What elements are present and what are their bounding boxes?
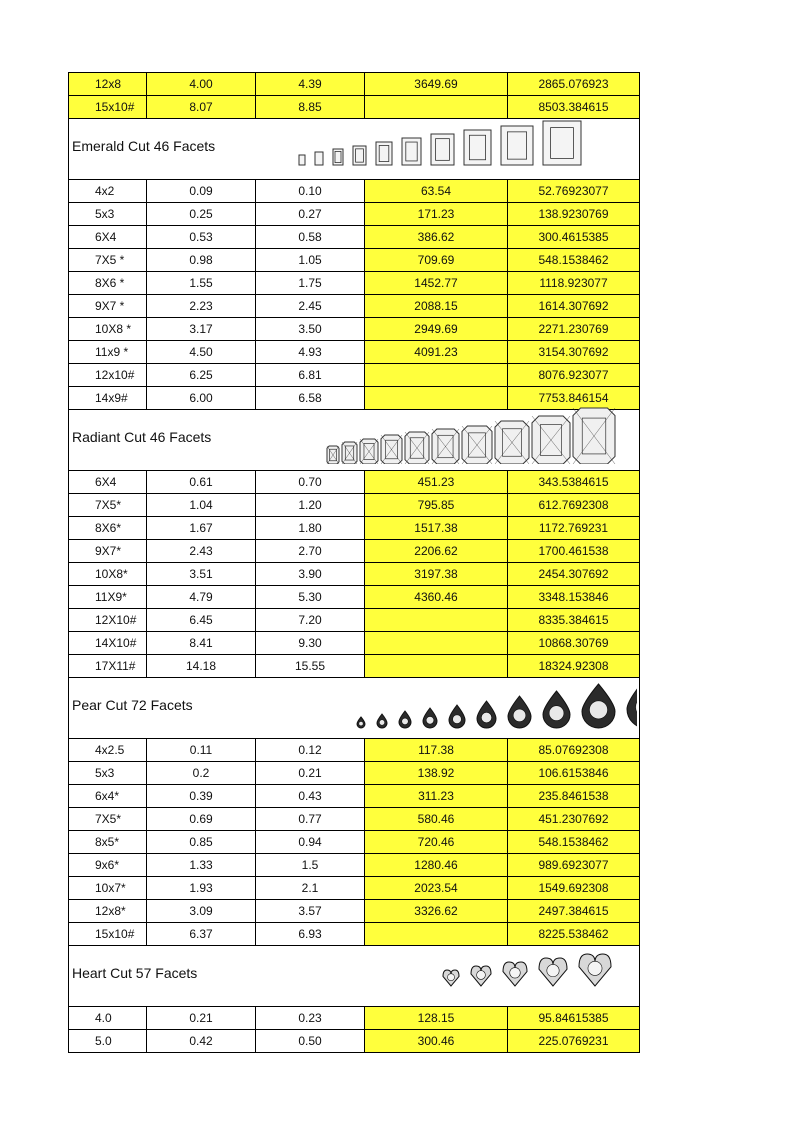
price-cell: 3649.69 — [365, 73, 508, 96]
weight-max-cell: 0.23 — [256, 1007, 365, 1030]
emerald-gem-icon — [464, 130, 491, 165]
size-cell: 4x2.5 — [69, 739, 147, 762]
price-cell: 3326.62 — [365, 900, 508, 923]
size-cell: 12x10# — [69, 364, 147, 387]
emerald-gem-icon — [376, 142, 392, 165]
table-row — [69, 854, 640, 877]
price-cell: 3197.38 — [365, 563, 508, 586]
size-cell: 14X10# — [69, 632, 147, 655]
emerald-gem-icon — [353, 146, 366, 165]
weight-cell: 0.61 — [147, 471, 256, 494]
heart-gem-icon — [579, 954, 611, 986]
price-alt-cell: 8335.384615 — [508, 609, 640, 632]
radiant-gem-icon — [342, 442, 357, 464]
emerald-gem-icon — [315, 152, 323, 165]
weight-cell: 0.09 — [147, 180, 256, 203]
heart-gem-icon — [503, 962, 527, 986]
weight-cell: 6.00 — [147, 387, 256, 410]
size-cell: 6X4 — [69, 471, 147, 494]
price-alt-cell: 612.7692308 — [508, 494, 640, 517]
weight-max-cell: 1.75 — [256, 272, 365, 295]
weight-cell: 0.21 — [147, 1007, 256, 1030]
weight-max-cell: 3.57 — [256, 900, 365, 923]
section-header — [69, 119, 640, 180]
size-cell: 7X5* — [69, 808, 147, 831]
pear-gem-icon — [423, 708, 437, 728]
price-alt-cell: 106.6153846 — [508, 762, 640, 785]
section-header — [69, 678, 640, 739]
weight-cell: 14.18 — [147, 655, 256, 678]
size-cell: 4.0 — [69, 1007, 147, 1030]
price-alt-cell: 8076.923077 — [508, 364, 640, 387]
emerald-gem-icon — [333, 149, 343, 165]
size-cell: 4x2 — [69, 180, 147, 203]
weight-cell: 1.67 — [147, 517, 256, 540]
weight-cell: 8.41 — [147, 632, 256, 655]
pear-gem-icon — [627, 678, 637, 728]
weight-cell: 0.39 — [147, 785, 256, 808]
weight-max-cell: 3.50 — [256, 318, 365, 341]
size-cell: 11X9* — [69, 586, 147, 609]
table-row — [69, 1007, 640, 1030]
price-alt-cell: 1700.461538 — [508, 540, 640, 563]
heart-gem-icon — [539, 958, 567, 986]
section-title: Emerald Cut 46 Facets — [72, 138, 216, 154]
weight-max-cell: 0.70 — [256, 471, 365, 494]
price-cell: 720.46 — [365, 831, 508, 854]
weight-max-cell: 0.21 — [256, 762, 365, 785]
section-title: Pear Cut 72 Facets — [72, 697, 193, 713]
table-row — [69, 739, 640, 762]
price-alt-cell: 235.8461538 — [508, 785, 640, 808]
emerald-gem-icon — [402, 138, 421, 165]
weight-max-cell: 0.10 — [256, 180, 365, 203]
radiant-gem-icon — [405, 432, 429, 464]
size-cell: 14x9# — [69, 387, 147, 410]
pear-gem-icon — [399, 711, 411, 728]
price-alt-cell: 3154.307692 — [508, 341, 640, 364]
weight-cell: 0.11 — [147, 739, 256, 762]
price-cell: 2206.62 — [365, 540, 508, 563]
pear-cut-gem-icons — [355, 674, 637, 732]
weight-max-cell: 0.12 — [256, 739, 365, 762]
table-row — [69, 180, 640, 203]
pear-gem-icon — [508, 696, 531, 728]
weight-cell: 1.33 — [147, 854, 256, 877]
weight-cell: 0.69 — [147, 808, 256, 831]
price-alt-cell: 548.1538462 — [508, 249, 640, 272]
weight-cell: 4.79 — [147, 586, 256, 609]
weight-max-cell: 2.1 — [256, 877, 365, 900]
radiant-gem-icon — [360, 439, 378, 464]
table-row — [69, 586, 640, 609]
price-cell: 128.15 — [365, 1007, 508, 1030]
weight-max-cell: 6.93 — [256, 923, 365, 946]
size-cell: 8X6* — [69, 517, 147, 540]
price-alt-cell: 95.84615385 — [508, 1007, 640, 1030]
size-cell: 10X8* — [69, 563, 147, 586]
weight-max-cell: 1.20 — [256, 494, 365, 517]
radiant-gem-icon — [532, 416, 570, 464]
size-cell: 10x7* — [69, 877, 147, 900]
price-alt-cell: 138.9230769 — [508, 203, 640, 226]
price-cell: 1280.46 — [365, 854, 508, 877]
price-alt-cell: 1118.923077 — [508, 272, 640, 295]
weight-cell: 3.51 — [147, 563, 256, 586]
weight-max-cell: 0.94 — [256, 831, 365, 854]
price-alt-cell: 85.07692308 — [508, 739, 640, 762]
price-cell: 580.46 — [365, 808, 508, 831]
weight-max-cell: 15.55 — [256, 655, 365, 678]
weight-cell: 0.98 — [147, 249, 256, 272]
table-row — [69, 517, 640, 540]
price-cell: 709.69 — [365, 249, 508, 272]
table-row — [69, 249, 640, 272]
price-alt-cell: 2865.076923 — [508, 73, 640, 96]
radiant-cut-gem-icons — [325, 406, 637, 464]
size-cell: 7X5* — [69, 494, 147, 517]
heart-gem-icon — [443, 970, 459, 986]
weight-cell: 0.85 — [147, 831, 256, 854]
size-cell: 9X7 * — [69, 295, 147, 318]
price-alt-cell: 2497.384615 — [508, 900, 640, 923]
table-row — [69, 900, 640, 923]
weight-max-cell: 4.93 — [256, 341, 365, 364]
weight-max-cell: 3.90 — [256, 563, 365, 586]
table-row — [69, 762, 640, 785]
pear-gem-icon — [582, 684, 615, 728]
weight-max-cell: 1.5 — [256, 854, 365, 877]
size-cell: 11x9 * — [69, 341, 147, 364]
weight-cell: 1.55 — [147, 272, 256, 295]
size-cell: 7X5 * — [69, 249, 147, 272]
radiant-gem-icon — [327, 446, 339, 464]
table-row — [69, 785, 640, 808]
table-row — [69, 609, 640, 632]
table-row — [69, 295, 640, 318]
price-alt-cell: 343.5384615 — [508, 471, 640, 494]
price-cell — [365, 632, 508, 655]
price-cell: 311.23 — [365, 785, 508, 808]
price-alt-cell: 300.4615385 — [508, 226, 640, 249]
emerald-gem-icon — [543, 121, 581, 165]
table-row — [69, 73, 640, 96]
table-row — [69, 1030, 640, 1053]
size-cell: 12x8* — [69, 900, 147, 923]
table-row — [69, 364, 640, 387]
price-alt-cell: 3348.153846 — [508, 586, 640, 609]
weight-max-cell: 0.77 — [256, 808, 365, 831]
price-cell: 117.38 — [365, 739, 508, 762]
table-row — [69, 831, 640, 854]
price-cell: 4360.46 — [365, 586, 508, 609]
size-cell: 5.0 — [69, 1030, 147, 1053]
emerald-gem-icon — [431, 134, 454, 165]
section-title: Heart Cut 57 Facets — [72, 965, 198, 981]
price-cell: 795.85 — [365, 494, 508, 517]
weight-cell: 2.23 — [147, 295, 256, 318]
emerald-gem-icon — [501, 126, 533, 165]
weight-max-cell: 7.20 — [256, 609, 365, 632]
size-cell: 9X7* — [69, 540, 147, 563]
size-cell: 5x3 — [69, 203, 147, 226]
price-cell: 171.23 — [365, 203, 508, 226]
size-cell: 17X11# — [69, 655, 147, 678]
weight-max-cell: 2.45 — [256, 295, 365, 318]
price-cell: 1452.77 — [365, 272, 508, 295]
table-row — [69, 494, 640, 517]
table-row — [69, 632, 640, 655]
size-cell: 8x5* — [69, 831, 147, 854]
price-cell: 386.62 — [365, 226, 508, 249]
size-cell: 5x3 — [69, 762, 147, 785]
price-cell — [365, 364, 508, 387]
table-row — [69, 341, 640, 364]
price-alt-cell: 2271.230769 — [508, 318, 640, 341]
weight-cell: 4.50 — [147, 341, 256, 364]
weight-max-cell: 1.80 — [256, 517, 365, 540]
table-row — [69, 540, 640, 563]
weight-cell: 0.53 — [147, 226, 256, 249]
weight-cell: 8.07 — [147, 96, 256, 119]
section-title: Radiant Cut 46 Facets — [72, 429, 212, 445]
weight-cell: 3.17 — [147, 318, 256, 341]
radiant-gem-icon — [462, 426, 492, 464]
weight-max-cell: 0.43 — [256, 785, 365, 808]
weight-max-cell: 6.58 — [256, 387, 365, 410]
weight-cell: 3.09 — [147, 900, 256, 923]
emerald-cut-gem-icons — [297, 115, 637, 173]
heart-gem-icon — [471, 966, 491, 986]
weight-max-cell: 0.27 — [256, 203, 365, 226]
weight-max-cell: 4.39 — [256, 73, 365, 96]
pear-gem-icon — [543, 691, 570, 728]
table-row — [69, 272, 640, 295]
section-header — [69, 946, 640, 1007]
price-alt-cell: 1549.692308 — [508, 877, 640, 900]
price-alt-cell: 451.2307692 — [508, 808, 640, 831]
table-row — [69, 318, 640, 341]
table-row — [69, 226, 640, 249]
weight-cell: 6.37 — [147, 923, 256, 946]
price-cell: 138.92 — [365, 762, 508, 785]
weight-cell: 1.04 — [147, 494, 256, 517]
size-cell: 8X6 * — [69, 272, 147, 295]
weight-cell: 6.25 — [147, 364, 256, 387]
size-cell: 12x8 — [69, 73, 147, 96]
weight-cell: 1.93 — [147, 877, 256, 900]
weight-cell: 4.00 — [147, 73, 256, 96]
price-cell: 300.46 — [365, 1030, 508, 1053]
weight-cell: 0.25 — [147, 203, 256, 226]
weight-max-cell: 0.50 — [256, 1030, 365, 1053]
size-cell: 15x10# — [69, 923, 147, 946]
pear-gem-icon — [357, 717, 365, 728]
price-alt-cell: 225.0769231 — [508, 1030, 640, 1053]
price-alt-cell: 7753.846154 — [508, 387, 640, 410]
heart-cut-gem-icons — [441, 942, 637, 1000]
weight-max-cell: 5.30 — [256, 586, 365, 609]
radiant-gem-icon — [495, 421, 529, 464]
price-cell: 451.23 — [365, 471, 508, 494]
price-alt-cell: 548.1538462 — [508, 831, 640, 854]
weight-max-cell: 1.05 — [256, 249, 365, 272]
price-alt-cell: 52.76923077 — [508, 180, 640, 203]
weight-max-cell: 0.58 — [256, 226, 365, 249]
size-cell: 6X4 — [69, 226, 147, 249]
price-alt-cell: 8503.384615 — [508, 96, 640, 119]
price-cell: 4091.23 — [365, 341, 508, 364]
price-cell: 2023.54 — [365, 877, 508, 900]
price-cell: 2088.15 — [365, 295, 508, 318]
weight-cell: 2.43 — [147, 540, 256, 563]
price-alt-cell: 1172.769231 — [508, 517, 640, 540]
price-cell — [365, 609, 508, 632]
table-row — [69, 203, 640, 226]
price-cell: 2949.69 — [365, 318, 508, 341]
table-row — [69, 808, 640, 831]
weight-max-cell: 6.81 — [256, 364, 365, 387]
size-cell: 12X10# — [69, 609, 147, 632]
weight-cell: 6.45 — [147, 609, 256, 632]
size-cell: 10X8 * — [69, 318, 147, 341]
section-header — [69, 410, 640, 471]
size-cell: 9x6* — [69, 854, 147, 877]
weight-cell: 0.2 — [147, 762, 256, 785]
price-table — [68, 72, 639, 1053]
radiant-gem-icon — [432, 429, 459, 464]
size-cell: 15x10# — [69, 96, 147, 119]
price-cell: 63.54 — [365, 180, 508, 203]
pear-gem-icon — [449, 705, 465, 728]
price-alt-cell: 1614.307692 — [508, 295, 640, 318]
emerald-gem-icon — [299, 155, 305, 165]
price-alt-cell: 2454.307692 — [508, 563, 640, 586]
price-cell: 1517.38 — [365, 517, 508, 540]
radiant-gem-icon — [381, 435, 402, 464]
pear-gem-icon — [477, 701, 496, 728]
price-alt-cell: 10868.30769 — [508, 632, 640, 655]
price-alt-cell: 989.6923077 — [508, 854, 640, 877]
size-cell: 6x4* — [69, 785, 147, 808]
radiant-gem-icon — [573, 408, 615, 464]
weight-cell: 0.42 — [147, 1030, 256, 1053]
weight-max-cell: 9.30 — [256, 632, 365, 655]
weight-max-cell: 8.85 — [256, 96, 365, 119]
weight-max-cell: 2.70 — [256, 540, 365, 563]
price-alt-cell: 8225.538462 — [508, 923, 640, 946]
table-row — [69, 563, 640, 586]
table-row — [69, 471, 640, 494]
table-row — [69, 877, 640, 900]
pear-gem-icon — [377, 714, 387, 728]
price-alt-cell: 18324.92308 — [508, 655, 640, 678]
